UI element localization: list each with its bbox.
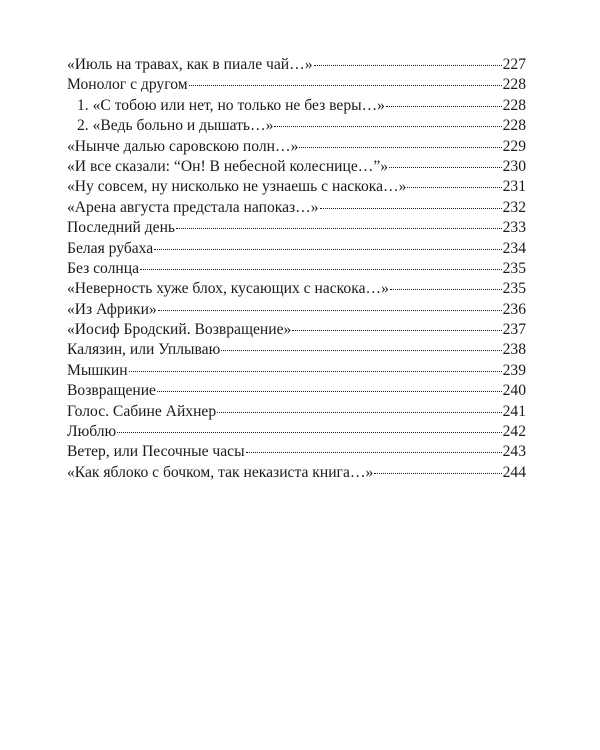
dot-leader: [154, 249, 501, 250]
toc-entry-title: «Ну совсем, ну нисколько не узнаешь с наскока…»: [67, 178, 407, 196]
toc-entry-page: 236: [502, 300, 526, 318]
toc-entry-page: 230: [502, 157, 526, 175]
dot-leader: [374, 473, 501, 474]
dot-leader: [158, 310, 502, 311]
dot-leader: [314, 65, 502, 66]
toc-entry-title: 1. «С тобою или нет, но только не без веры…»: [77, 96, 385, 114]
toc-entry-title: Мышкин: [67, 361, 128, 379]
toc-entry-title: Ветер, или Песочные часы: [67, 443, 245, 461]
toc-entry-title: «Иосиф Бродский. Возвращение»: [67, 321, 292, 339]
toc-entry-title: Последний день: [67, 219, 176, 237]
dot-leader: [386, 106, 502, 107]
toc-entry: [67, 218, 526, 238]
toc-entry-page: 228: [502, 76, 526, 94]
dot-leader: [320, 208, 502, 209]
dot-leader: [389, 167, 502, 168]
toc-entry-page: 240: [502, 382, 526, 400]
toc-entry-page: 228: [502, 117, 526, 135]
toc-entry-page: 233: [502, 219, 526, 237]
toc-entry-title: Калязин, или Уплываю: [67, 341, 221, 359]
dot-leader: [189, 85, 502, 86]
toc-entry-title: Монолог с другом: [67, 76, 188, 94]
toc-entry: [67, 177, 526, 197]
toc-entry-page: 232: [502, 198, 526, 216]
dot-leader: [140, 269, 502, 270]
toc-entry-page: 242: [502, 423, 526, 441]
toc-entry-page: 244: [502, 463, 526, 481]
toc-entry: [67, 279, 526, 299]
toc-entry: [67, 422, 526, 442]
toc-entry: [67, 75, 526, 95]
toc-entry: [67, 402, 526, 422]
toc-entry: [67, 259, 526, 279]
toc-entry-title: Голос. Сабине Айхнер: [67, 402, 217, 420]
dot-leader: [117, 432, 501, 433]
toc-subentry: [67, 116, 526, 136]
toc-entry-title: Белая рубаха: [67, 239, 154, 257]
toc-entry-page: 239: [502, 361, 526, 379]
dot-leader: [246, 452, 502, 453]
toc-entry: [67, 157, 526, 177]
toc-entry: [67, 320, 526, 340]
dot-leader: [157, 391, 502, 392]
toc-entry: [67, 55, 526, 75]
toc-entry: [67, 442, 526, 462]
table-of-contents: [67, 55, 526, 483]
toc-entry-title: «Как яблоко с бочком, так неказиста книга…»: [67, 463, 374, 481]
toc-entry: [67, 300, 526, 320]
toc-entry-page: 231: [502, 178, 526, 196]
dot-leader: [221, 350, 501, 351]
dot-leader: [129, 371, 502, 372]
toc-entry-title: Люблю: [67, 423, 117, 441]
toc-entry-page: 229: [502, 137, 526, 155]
dot-leader: [390, 289, 502, 290]
toc-entry-title: «Июль на травах, как в пиале чай…»: [67, 56, 313, 73]
toc-entry-title: «Неверность хуже блох, кусающих с наскока…»: [67, 280, 389, 298]
toc-entry-page: 238: [502, 341, 526, 359]
toc-entry-title: «И все сказали: “Он! В небесной колеснице…”»: [67, 157, 389, 175]
toc-subentry: [67, 96, 526, 116]
toc-entry: [67, 198, 526, 218]
toc-entry: [67, 381, 526, 401]
dot-leader: [292, 330, 501, 331]
toc-entry: [67, 361, 526, 381]
toc-entry-title: «Из Африки»: [67, 300, 157, 318]
toc-entry: [67, 463, 526, 483]
toc-entry-title: «Арена августа предстала напоказ…»: [67, 198, 319, 216]
toc-entry-page: 235: [502, 259, 526, 277]
toc-entry-title: «Нынче далью саровскою полн…»: [67, 137, 299, 155]
toc-entry-page: 243: [502, 443, 526, 461]
toc-entry-title: Возвращение: [67, 382, 156, 400]
toc-entry-page: 237: [502, 321, 526, 339]
dot-leader: [176, 228, 502, 229]
toc-entry-page: 228: [502, 96, 526, 114]
dot-leader: [299, 147, 501, 148]
dot-leader: [217, 412, 501, 413]
toc-entry: [67, 340, 526, 360]
toc-entry: [67, 239, 526, 259]
toc-entry-page: 234: [502, 239, 526, 257]
toc-entry-page: 227: [502, 56, 526, 73]
toc-entry-title: Без солнца: [67, 259, 140, 277]
toc-entry: [67, 137, 526, 157]
dot-leader: [407, 187, 501, 188]
dot-leader: [274, 126, 501, 127]
toc-entry-page: 235: [502, 280, 526, 298]
toc-entry-title: 2. «Ведь больно и дышать…»: [77, 117, 274, 135]
toc-entry-page: 241: [502, 402, 526, 420]
